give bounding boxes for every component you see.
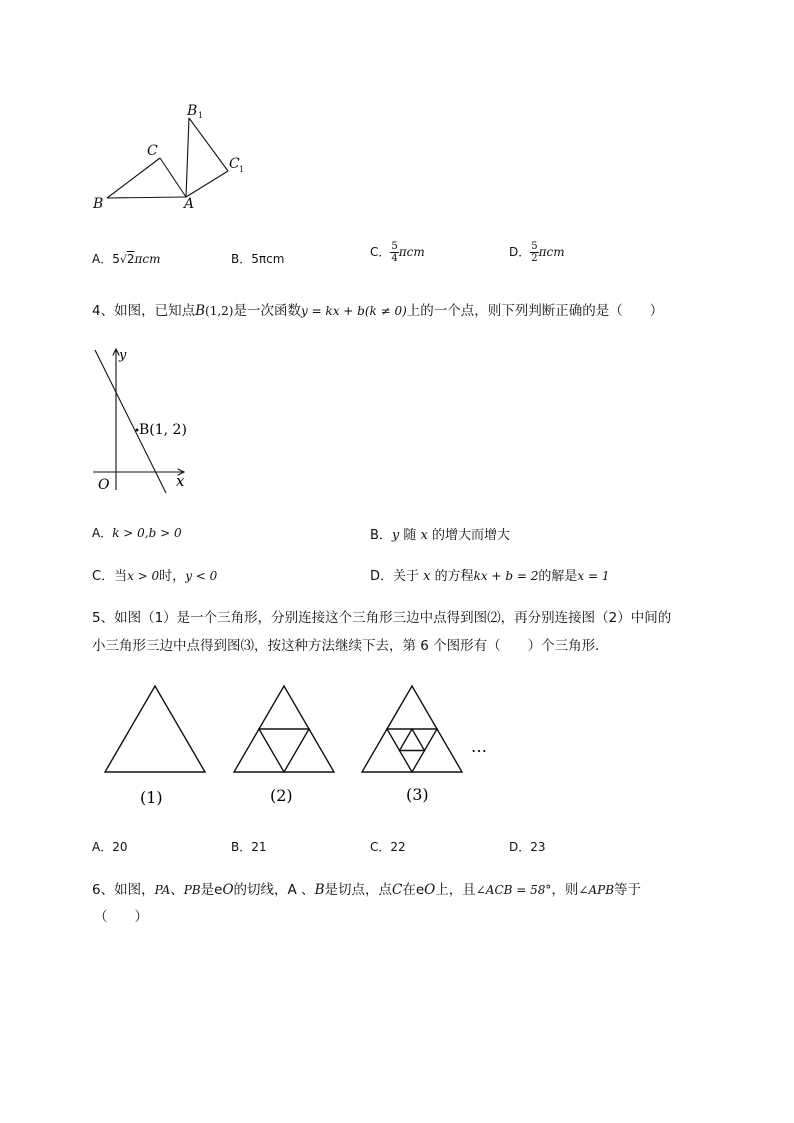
triangle-2-inner bbox=[259, 729, 309, 772]
q4-option-a[interactable]: A．k > 0,b > 0 bbox=[92, 526, 182, 540]
triangle-1 bbox=[105, 686, 205, 772]
question-5-line-2: 小三角形三边中点得到图⑶，按这种方法继续下去，第 6 个图形有（ ）个三角形． bbox=[92, 638, 609, 654]
figure-label-1: (1) bbox=[140, 788, 163, 807]
figure-label-2: (2) bbox=[270, 786, 293, 805]
q5-option-a[interactable]: A．20 bbox=[92, 840, 128, 854]
question-4-text: 4、如图，已知点B(1,2)是一次函数y = kx + b(k ≠ 0)上的一个点，则下列判断正确的是（ ） bbox=[92, 303, 664, 319]
segment-ab1 bbox=[186, 118, 189, 197]
x-axis-label: x bbox=[176, 472, 185, 490]
segment-b1c1 bbox=[189, 118, 228, 171]
linear-function-graph bbox=[85, 345, 195, 495]
triangle-sequence-figure bbox=[100, 680, 500, 810]
triangle-3-inner bbox=[400, 729, 425, 751]
q3-option-b[interactable]: B．5πcm bbox=[231, 252, 285, 266]
label-c1: C bbox=[229, 156, 240, 172]
figure-label-3: (3) bbox=[406, 785, 429, 804]
q4-option-b[interactable]: B．y 随 x 的增大而增大 bbox=[370, 528, 511, 543]
ellipsis: … bbox=[471, 737, 487, 756]
label-b1-sub: 1 bbox=[198, 111, 204, 120]
label-b1: B bbox=[187, 103, 198, 119]
q4-option-c[interactable]: C．当x > 0时，y < 0 bbox=[92, 569, 218, 584]
segment-ba bbox=[107, 197, 186, 198]
q5-option-d[interactable]: D．23 bbox=[509, 840, 546, 854]
q3-option-a[interactable]: A．5√2πcm bbox=[92, 252, 161, 266]
label-c: C bbox=[147, 143, 158, 159]
q3-option-c[interactable]: C． $\frac{5}{4}$ πcm bbox=[370, 241, 425, 264]
rotation-figure bbox=[85, 98, 255, 218]
q5-option-c[interactable]: C．22 bbox=[370, 840, 406, 854]
segment-c1a bbox=[186, 171, 228, 197]
question-6-line-2: （ ） bbox=[94, 909, 148, 925]
fraction: $\frac{5}{2}$ bbox=[531, 241, 538, 264]
question-5-line-1: 5、如图（1）是一个三角形，分别连接这个三角形三边中点得到图⑵，再分别连接图（2）中间的 bbox=[92, 610, 672, 626]
question-6-line-1: 6、如图，PA、PB是eO的切线，A 、B是切点，点C在eO上，且∠ACB = 58°，则∠APB等于 bbox=[92, 882, 642, 898]
label-c1-sub: 1 bbox=[239, 165, 245, 174]
segment-bc bbox=[107, 158, 160, 198]
segment-ca bbox=[160, 158, 186, 197]
label-a: A bbox=[184, 196, 195, 212]
q3-option-d[interactable]: D． $\frac{5}{2}$ πcm bbox=[509, 241, 565, 264]
q5-option-b[interactable]: B．21 bbox=[231, 840, 267, 854]
origin-label: O bbox=[98, 477, 110, 493]
y-axis-label: y bbox=[119, 348, 127, 363]
q4-option-d[interactable]: D．关于 x 的方程kx + b = 2的解是x = 1 bbox=[370, 569, 610, 584]
label-b: B bbox=[93, 196, 104, 212]
fraction: $\frac{5}{4}$ bbox=[391, 241, 398, 264]
point-b-label: B(1, 2) bbox=[139, 422, 187, 438]
